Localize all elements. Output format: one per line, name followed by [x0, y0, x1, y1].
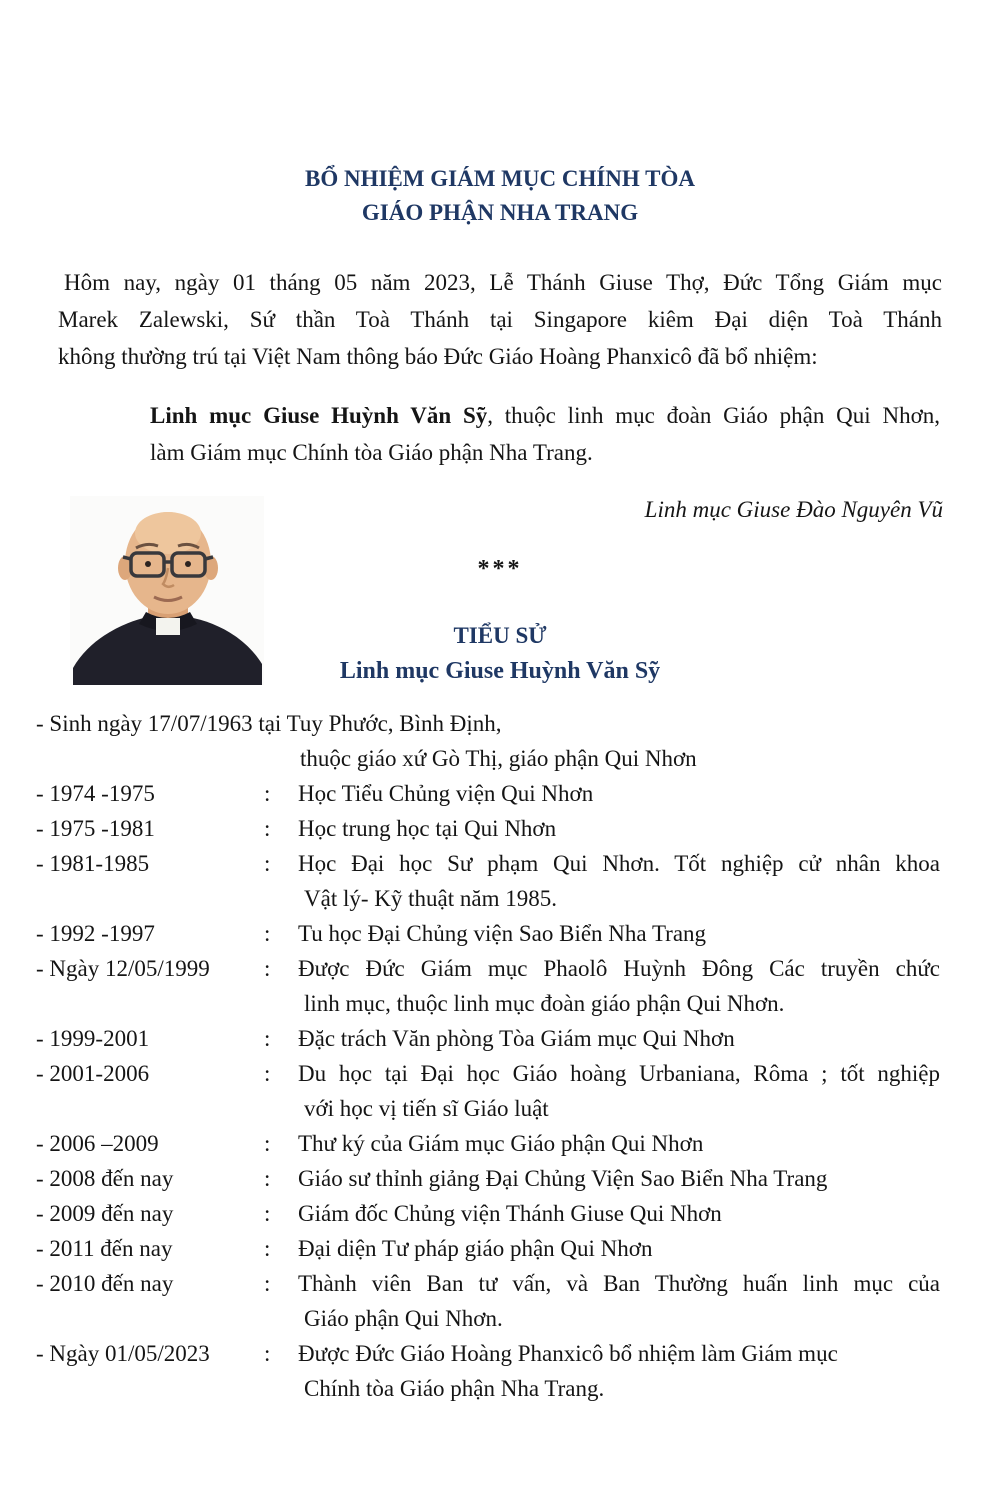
timeline-row	[36, 1056, 940, 1126]
timeline-period-label: - 1975 -1981	[36, 816, 155, 841]
portrait-photo	[70, 496, 264, 685]
timeline-event-text: Được Đức Giáo Hoàng Phanxicô bổ nhiệm làm Giám mục	[298, 1341, 838, 1366]
timeline-period-label: - 2006 –2009	[36, 1131, 159, 1156]
timeline-colon: :	[264, 921, 271, 946]
timeline-colon: :	[264, 956, 271, 981]
timeline-period-label: - 1981-1985	[36, 851, 150, 876]
timeline-row	[36, 1231, 940, 1266]
timeline-row	[36, 1196, 940, 1231]
document-title-line1: BỔ NHIỆM GIÁM MỤC CHÍNH TÒA	[305, 166, 695, 191]
timeline-row	[36, 1126, 940, 1161]
timeline-row	[36, 1336, 940, 1406]
timeline-full-line: - Sinh ngày 17/07/1963 tại Tuy Phước, Bình Định,	[36, 711, 502, 736]
signature-line: Linh mục Giuse Đào Nguyên Vũ	[644, 497, 943, 522]
timeline-colon: :	[264, 816, 271, 841]
timeline-colon: :	[264, 1166, 271, 1191]
intro-line: không thường trú tại Việt Nam thông báo Đức Giáo Hoàng Phanxicô đã bổ nhiệm:	[58, 344, 818, 369]
timeline-row	[36, 776, 940, 811]
intro-line: Hôm nay, ngày 01 tháng 05 năm 2023, Lễ Thánh Giuse Thợ, Đức Tổng Giám mục	[64, 270, 942, 295]
timeline-period-label: - 1999-2001	[36, 1026, 150, 1051]
timeline-period-label: - 1992 -1997	[36, 921, 155, 946]
timeline-event-text: Học Đại học Sư phạm Qui Nhơn. Tốt nghiệp cử nhân khoa	[298, 851, 940, 876]
timeline-event-continuation: Chính tòa Giáo phận Nha Trang.	[304, 1376, 605, 1401]
timeline-period-label: - Ngày 01/05/2023	[36, 1341, 210, 1366]
timeline-event-continuation: thuộc giáo xứ Gò Thị, giáo phận Qui Nhơn	[300, 746, 697, 771]
timeline-event-text: Du học tại Đại học Giáo hoàng Urbaniana, Rôma ; tốt nghiệp	[298, 1061, 940, 1086]
timeline-event-text: Giám đốc Chủng viện Thánh Giuse Qui Nhơn	[298, 1201, 722, 1226]
timeline-event-text: Học Tiểu Chủng viện Qui Nhơn	[298, 781, 594, 806]
intro-line: Marek Zalewski, Sứ thần Toà Thánh tại Singapore kiêm Đại diện Toà Thánh	[58, 307, 942, 332]
document-title	[0, 162, 1000, 230]
appointment-line2: làm Giám mục Chính tòa Giáo phận Nha Trang.	[150, 440, 593, 465]
timeline-period-label: - 2001-2006	[36, 1061, 150, 1086]
timeline-period-label: - 2009 đến nay	[36, 1201, 174, 1226]
appointment-paragraph	[150, 397, 940, 471]
timeline-event-continuation: với học vị tiến sĩ Giáo luật	[304, 1096, 549, 1121]
timeline-event-text: Giáo sư thỉnh giảng Đại Chủng Viện Sao Biển Nha Trang	[298, 1166, 828, 1191]
timeline-colon: :	[264, 1341, 271, 1366]
timeline-period-label: - 1974 -1975	[36, 781, 155, 806]
timeline-row	[36, 1161, 940, 1196]
timeline-event-continuation: linh mục, thuộc linh mục đoàn giáo phận Qui Nhơn.	[304, 991, 785, 1016]
timeline-colon: :	[264, 1131, 271, 1156]
timeline-row	[36, 951, 940, 1021]
bio-heading: TIỂU SỬ	[453, 623, 547, 648]
section-separator: ***	[477, 556, 523, 582]
timeline-row	[36, 706, 940, 776]
portrait-illustration	[70, 496, 264, 685]
appointee-name: Linh mục Giuse Huỳnh Văn Sỹ	[150, 403, 488, 428]
timeline-colon: :	[264, 1201, 271, 1226]
appointment-line1-rest: , thuộc linh mục đoàn Giáo phận Qui Nhơn,	[487, 403, 940, 428]
timeline-period-label: - 2010 đến nay	[36, 1271, 174, 1296]
timeline-row	[36, 1266, 940, 1336]
biography-timeline	[36, 706, 940, 1406]
timeline-colon: :	[264, 1026, 271, 1051]
timeline-colon: :	[264, 851, 271, 876]
timeline-row	[36, 1021, 940, 1056]
timeline-event-text: Đại diện Tư pháp giáo phận Qui Nhơn	[298, 1236, 653, 1261]
timeline-event-text: Được Đức Giám mục Phaolô Huỳnh Đông Các truyền chức	[298, 956, 940, 981]
timeline-row	[36, 811, 940, 846]
timeline-row	[36, 916, 940, 951]
bio-subheading: Linh mục Giuse Huỳnh Văn Sỹ	[339, 658, 661, 684]
timeline-event-text: Thành viên Ban tư vấn, và Ban Thường huấn linh mục của	[298, 1271, 940, 1296]
timeline-event-text: Đặc trách Văn phòng Tòa Giám mục Qui Nhơn	[298, 1026, 735, 1051]
timeline-colon: :	[264, 1061, 271, 1086]
timeline-row	[36, 846, 940, 916]
timeline-colon: :	[264, 1236, 271, 1261]
timeline-colon: :	[264, 781, 271, 806]
timeline-colon: :	[264, 1271, 271, 1296]
timeline-event-continuation: Vật lý- Kỹ thuật năm 1985.	[304, 886, 557, 911]
appointment-line1	[150, 397, 940, 434]
document-title-line2: GIÁO PHẬN NHA TRANG	[361, 200, 639, 225]
timeline-period-label: - 2008 đến nay	[36, 1166, 174, 1191]
timeline-event-text: Tu học Đại Chủng viện Sao Biển Nha Trang	[298, 921, 707, 946]
timeline-event-text: Học trung học tại Qui Nhơn	[298, 816, 557, 841]
intro-paragraph	[58, 264, 942, 375]
timeline-event-text: Thư ký của Giám mục Giáo phận Qui Nhơn	[298, 1131, 704, 1156]
timeline-event-continuation: Giáo phận Qui Nhơn.	[304, 1306, 503, 1331]
timeline-period-label: - Ngày 12/05/1999	[36, 956, 210, 981]
timeline-period-label: - 2011 đến nay	[36, 1236, 173, 1261]
